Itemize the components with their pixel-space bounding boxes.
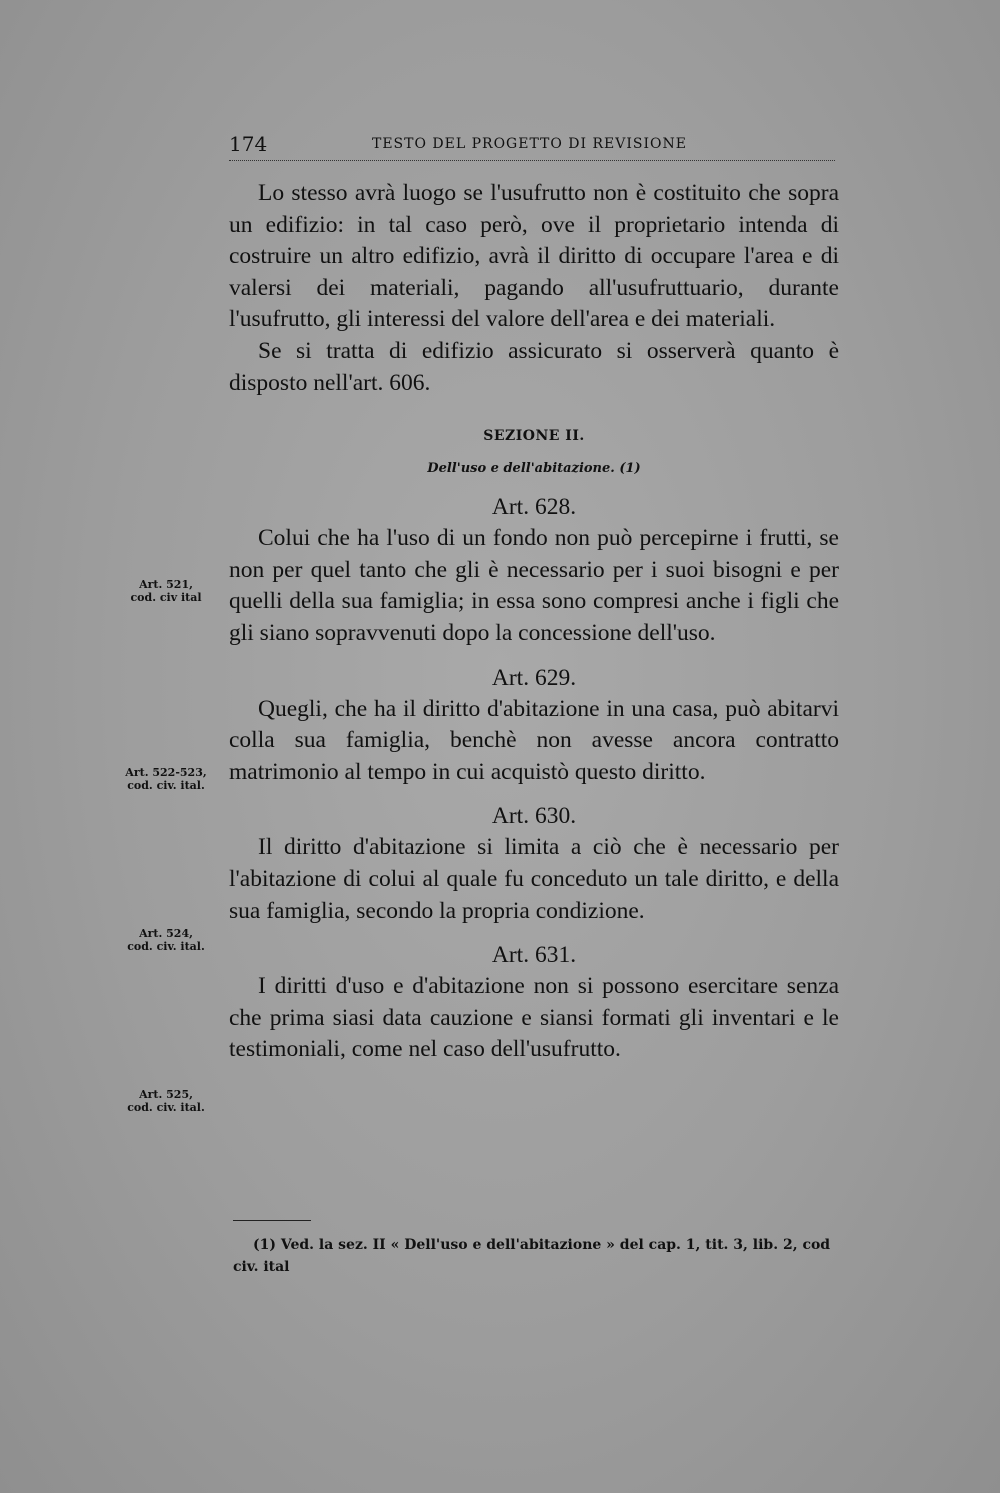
article-text: I diritti d'uso e d'abitazione non si possono esercitare senza che prima siasi data cauzione e siansi formati gli inventari e le testimoniali, come nel caso dell'usufrutto. — [229, 973, 839, 1063]
margin-note — [116, 766, 216, 792]
article-text: Il diritto d'abitazione si limita a ciò che è necessario per l'abitazione di colui al quale fu conceduto un tale diritto, e della sua famiglia, secondo la propria condizione. — [229, 834, 839, 924]
section-subtitle: Dell'uso e dell'abitazione. (1) — [427, 461, 641, 477]
paragraph: Lo stesso avrà luogo se l'usufrutto non è costituito che sopra un edifizio: in tal caso però, ove il proprietario intenda di costruire un altro edifizio, avrà il diritto di occupare l'area e di valersi dei materiali, pagando all'usufruttuario, durante l'usufrutto, gli interessi del valore dell'area e dei materiali. — [229, 180, 839, 333]
article-text: Colui che ha l'uso di un fondo non può percepirne i frutti, se non per quel tanto che gli è necessario per i suoi bisogni e per quelli della sua famiglia; in essa sono compresi anche i figli che gli siano sopravvenuti dopo la concessione dell'uso. — [229, 525, 839, 646]
margin-note-line: Art. 521, — [139, 578, 193, 591]
margin-note — [116, 578, 216, 604]
page-header — [229, 132, 835, 161]
margin-note-line: cod. civ. ital. — [127, 940, 205, 953]
article-heading: Art. 630. — [491, 803, 577, 830]
article-heading: Art. 629. — [491, 664, 577, 691]
section-title: SEZIONE II. — [483, 428, 585, 445]
margin-note — [116, 927, 216, 953]
footnote: (1) Ved. la sez. II « Dell'uso e dell'abitazione » del cap. 1, tit. 3, lib. 2, cod civ. ital — [233, 1237, 831, 1275]
margin-note-line: cod. civ. ital. — [127, 779, 205, 792]
margin-note-line: Art. 525, — [139, 1088, 193, 1101]
margin-note-line: Art. 524, — [139, 927, 193, 940]
page-number: 174 — [229, 132, 268, 156]
margin-note-line: Art. 522-523, — [125, 766, 207, 779]
margin-note-line: cod. civ. ital. — [127, 1101, 205, 1114]
paragraph: Se si tratta di edifizio assicurato si osserverà quanto è disposto nell'art. 606. — [229, 337, 839, 396]
footnote-rule — [233, 1220, 311, 1221]
article-heading: Art. 628. — [491, 494, 577, 521]
article-text: Quegli, che ha il diritto d'abitazione in una casa, può abitarvi colla sua famiglia, benchè non avesse ancora contratto matrimonio al tempo in cui acquistò questo diritto. — [229, 695, 839, 785]
article-heading: Art. 631. — [491, 942, 577, 969]
body-text — [229, 178, 839, 1066]
margin-note-line: cod. civ ital — [130, 591, 202, 604]
running-head: TESTO DEL PROGETTO DI REVISIONE — [372, 136, 687, 152]
margin-note — [116, 1088, 216, 1114]
